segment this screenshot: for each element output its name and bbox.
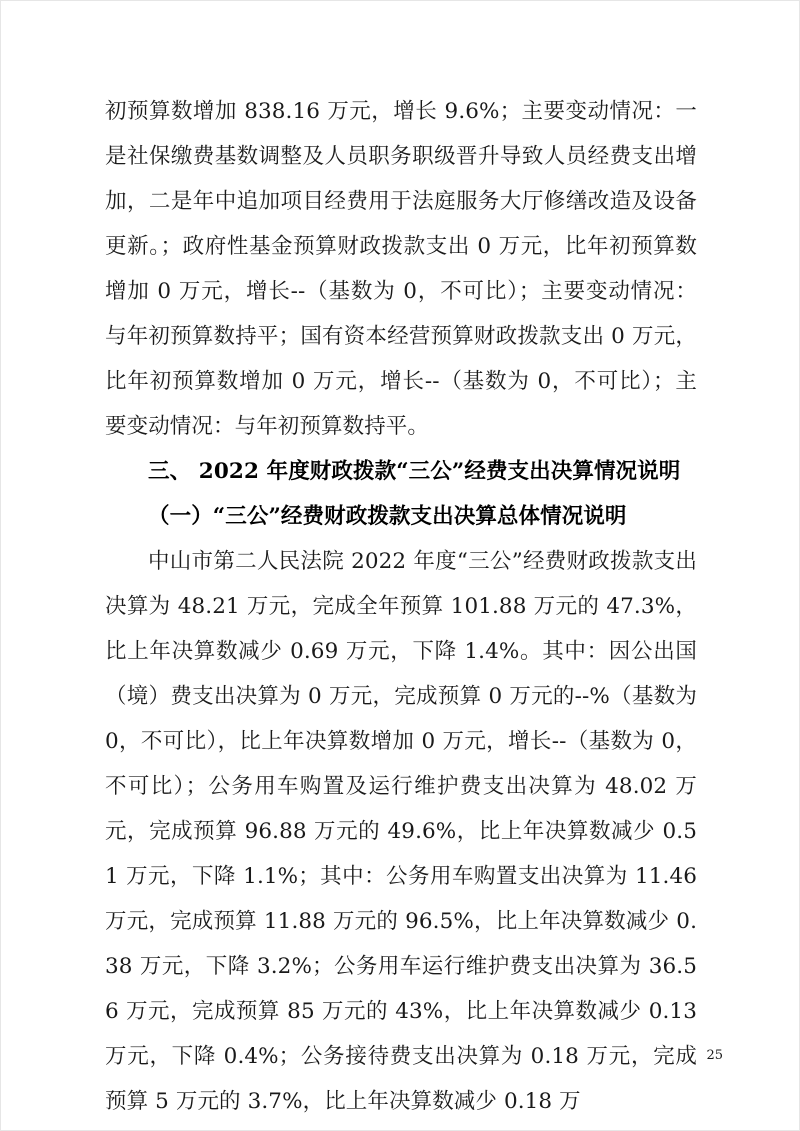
page-number: 25 xyxy=(706,1048,723,1063)
heading-section-three: 三、 2022 年度财政拨款“三公”经费支出决算情况说明 xyxy=(148,459,681,484)
page-text-body xyxy=(105,89,697,1124)
heading-subsection-one: （一）“三公”经费财政拨款支出决算总体情况说明 xyxy=(148,504,627,529)
paragraph-budget-allocation-continued: 初预算数增加 838.16 万元，增长 9.6%；主要变动情况：一是社保缴费基数调整及人员职务职级晋升导致人员经费支出增加，二是年中追加项目经费用于法庭服务大厅修缮改造及设备更新。；政府性基金预算财政拨款支出 0 万元，比年初预算数增加 0 万元，增长--（基数为 0，不可比）；主要变动情况：与年初预算数持平；国有资本经营预算财政拨款支出 0 万元，比年初预算数增加 0 万元，增长--（基数为 0，不可比）；主要变动情况：与年初预算数持平。 xyxy=(105,99,697,439)
paragraph-three-public-expenses-overview: 中山市第二人民法院 2022 年度“三公”经费财政拨款支出决算为 48.21 万元，完成全年预算 101.88 万元的 47.3%，比上年决算数减少 0.69 万元，下降 1.4%。其中：因公出国（境）费支出决算为 0 万元，完成预算 0 万元的--%（基数为 0，不可比），比上年决算数增加 0 万元，增长--（基数为 0，不可比）；公务用车购置及运行维护费支出决算为 48.02 万元，完成预算 96.88 万元的 49.6%，比上年决算数减少 0.51 万元，下降 1.1%；其中：公务用车购置支出决算为 11.46 万元，完成预算 11.88 万元的 96.5%，比上年决算数减少 0.38 万元，下降 3.2%；公务用车运行维护费支出决算为 36.56 万元，完成预算 85 万元的 43%，比上年决算数减少 0.13 万元，下降 0.4%；公务接待费支出决算为 0.18 万元，完成预算 5 万元的 3.7%，比上年决算数减少 0.18 万 xyxy=(105,549,697,1114)
